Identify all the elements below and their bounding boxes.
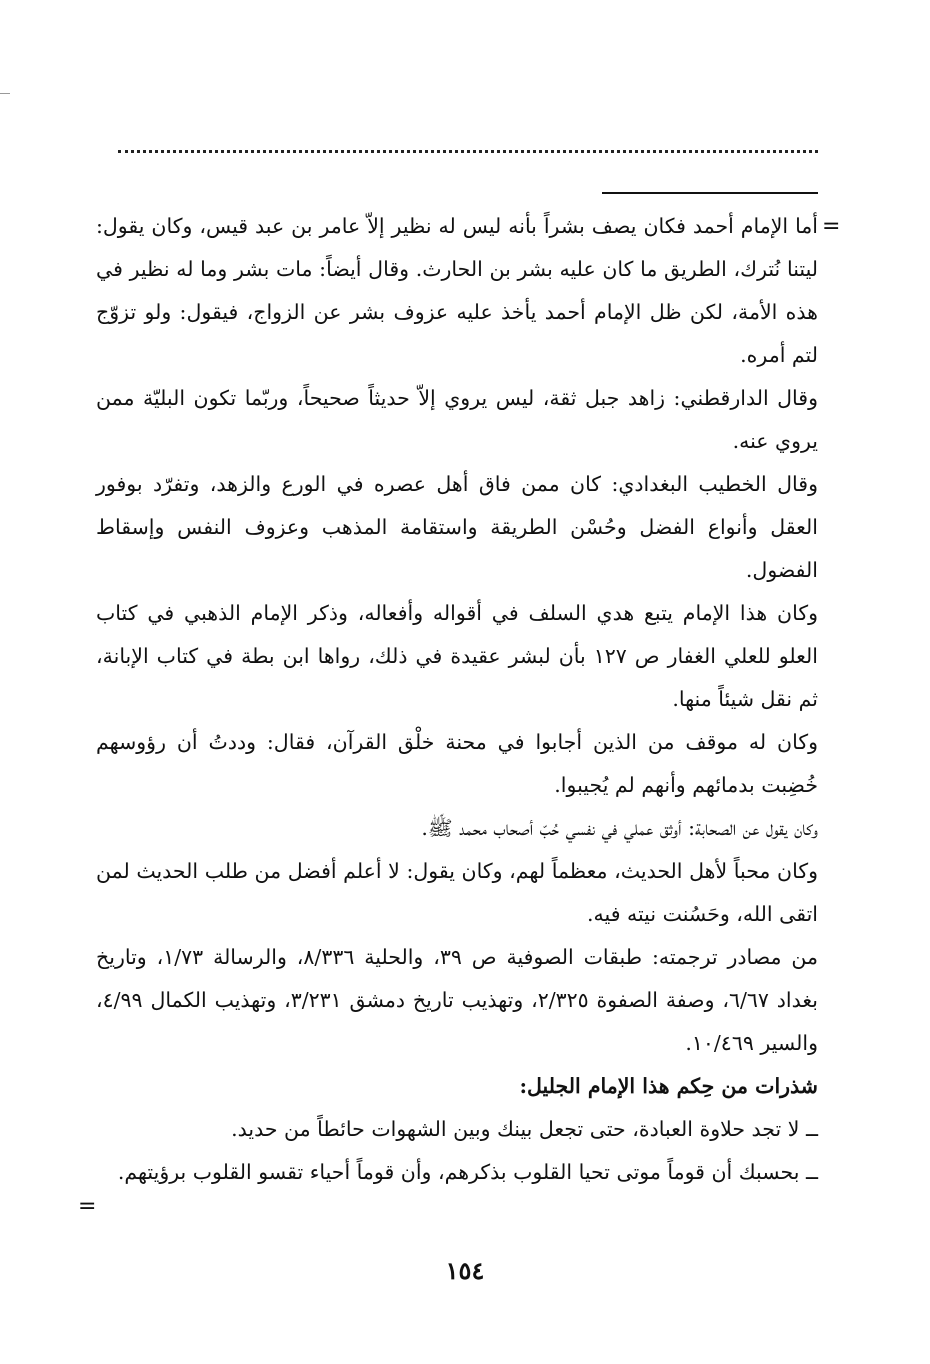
footnote-separator-line: [602, 192, 818, 194]
paragraph-sources: من مصادر ترجمته: طبقات الصوفية ص ٣٩، والحلية ٨/٣٣٦، والرسالة ١/٧٣، وتاريخ بغداد ٦/٦٧، وصفة الصفوة ٢/٣٢٥، وتهذيب تاريخ دمشق ٣/٢٣١، وتهذيب الكمال ٤/٩٩، والسير ١٠/٤٦٩.: [96, 945, 819, 1055]
section-heading-sayings: شذرات من حِكم هذا الإمام الجليل:: [519, 1074, 818, 1098]
paragraph-creed: وكان هذا الإمام يتبع هدي السلف في أقواله وأفعاله، وذكر الإمام الذهبي في كتاب العلو للعلي الغفار ص ١٢٧ بأن لبشر عقيدة في ذلك، رواها ابن بطة في كتاب الإبانة، ثم نقل شيئاً منها.: [96, 601, 818, 711]
paragraph-hadith-people: وكان محباً لأهل الحديث، معظماً لهم، وكان يقول: لا أعلم أفضل من طلب الحديث لمن اتقى الله، وحَسُنت نيته فيه.: [96, 859, 818, 926]
footnote-body: [96, 205, 818, 1194]
continuation-mark-top: =: [822, 214, 841, 239]
dotted-separator: [118, 150, 818, 153]
paragraph-companions: وكان يقول عن الصحابة: أوثق عملي في نفسي حُبّ أصحاب محمد ﷺ.: [421, 816, 818, 840]
scan-edge-mark: [0, 93, 10, 94]
paragraph-daraqutni: وقال الدارقطني: زاهد جبل ثقة، ليس يروي إلاّ حديثاً صحيحاً، وربّما تكون البليّة ممن يروي عنه.: [96, 386, 818, 453]
paragraph-imam-ahmad: أما الإمام أحمد فكان يصف بشراً بأنه ليس له نظير إلاّ عامر بن عبد قيس، وكان يقول: ليتنا نُترك، الطريق ما كان عليه بشر بن الحارث. وقال أيضاً: مات بشر وما له نظير في هذه الأمة، لكن ظل الإمام أحمد يأخذ عليه عزوف بشر عن الزواج، فيقول: ولو تزوّج لتم أمره.: [96, 214, 818, 367]
paragraph-khatib: وقال الخطيب البغدادي: كان ممن فاق أهل عصره في الورع والزهد، وتفرّد بوفور العقل وأنواع الفضل وحُسْن الطريقة واستقامة المذهب وعزوف النفس وإسقاط الفضول.: [96, 472, 818, 582]
saying-item-2: ــ بحسبك أن قوماً موتى تحيا القلوب بذكرهم، وأن قوماً أحياء تقسو القلوب برؤيتهم.: [117, 1160, 818, 1184]
continuation-mark-bottom: =: [78, 1194, 97, 1219]
paragraph-mihna: وكان له موقف من الذين أجابوا في محنة خلْق القرآن، فقال: وددتُ أن رؤوسهم خُضِبت بدمائهم وأنهم لم يُجيبوا.: [96, 730, 818, 797]
page-number: ١٥٤: [445, 1256, 485, 1285]
saying-item-1: ــ لا تجد حلاوة العبادة، حتى تجعل بينك وبين الشهوات حائطاً من حديد.: [231, 1117, 818, 1141]
